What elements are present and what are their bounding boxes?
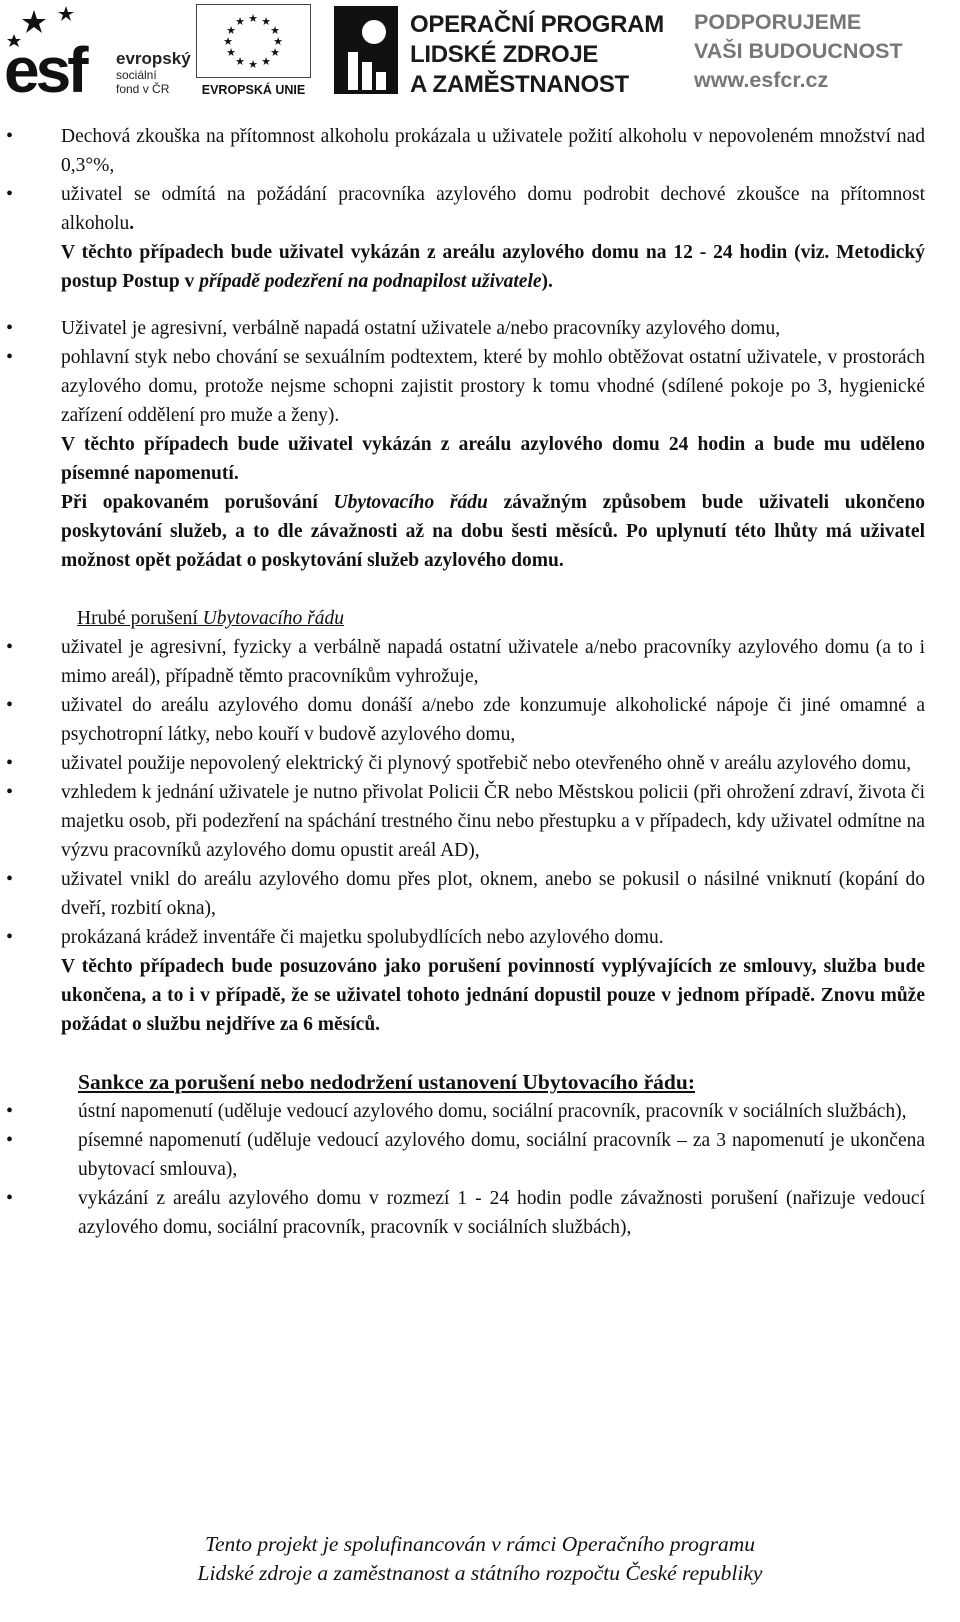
slogan-line2: VAŠI BUDOUCNOST <box>694 39 903 63</box>
sanctions-heading: Sankce za porušení nebo nedodržení ustanovení Ubytovacího řádu: <box>78 1070 696 1094</box>
list-item: • písemné napomenutí (uděluje vedoucí azylového domu, sociální pracovník – za 3 napomenutí je ukončena ubytovací smlouva), <box>0 1126 960 1184</box>
svg-text:★: ★ <box>235 15 245 28</box>
slogan-line1: PODPORUJEME <box>694 10 862 34</box>
section-heading: Hrubé porušení Ubytovacího řádu <box>77 608 344 629</box>
op-emblem-icon <box>334 6 404 96</box>
eu-flag <box>196 4 311 78</box>
svg-text:★: ★ <box>270 24 280 37</box>
list-item: • vykázání z areálu azylového domu v rozmezí 1 - 24 hodin podle závažnosti porušení (nařizuje vedoucí azylového domu, sociální pracovník, pracovník v sociálních službách), <box>0 1184 960 1242</box>
page-header <box>0 0 960 110</box>
op-line2: LIDSKÉ ZDROJE <box>410 41 599 68</box>
slogan-url: www.esfcr.cz <box>694 68 829 92</box>
eu-logo <box>196 4 311 98</box>
svg-text:★: ★ <box>261 55 271 68</box>
footer-line1: Tento projekt je spolufinancován v rámci Operačního programu <box>205 1532 755 1556</box>
list-item: • ústní napomenutí (uděluje vedoucí azylového domu, sociální pracovník, pracovník v sociálních službách), <box>0 1097 960 1126</box>
list-item: • uživatel vnikl do areálu azylového domu přes plot, oknem, anebo se pokusil o násilné vniknutí (kopání do dveří, rozbití okna), <box>0 865 960 923</box>
eu-label: EVROPSKÁ UNIE <box>201 83 306 97</box>
list-item: • vzhledem k jednání uživatele je nutno přivolat Policii ČR nebo Městskou policii (při ohrožení zdraví, života či majetku osob, při podezření na spáchání trestného činu nebo přestupku a v případech, kdy uživatel odmítne na výzvu pracovníků azylového domu opustit areál AD), <box>0 778 960 865</box>
list-item: • pohlavní styk nebo chování se sexuálním podtextem, které by mohlo obtěžovat ostatní uživatele, v prostorách azylového domu, protože nejsme schopni zajistit prostory k tomu vhodné (sdílené pokoje po 3, hygienické zařízení oddělení pro muže a ženy). <box>0 343 960 430</box>
list-item: • uživatel se odmítá na požádání pracovníka azylového domu podrobit dechové zkoušce na přítomnost alkoholu. <box>0 180 960 238</box>
svg-text:★: ★ <box>261 15 271 28</box>
list-item: • uživatel použije nepovolený elektrický či plynový spotřebič nebo otevřeného ohně v areálu azylového domu, <box>0 749 960 778</box>
esf-sub-line3: fond v ČR <box>116 82 170 96</box>
esf-subtitle <box>116 50 191 96</box>
document-body <box>0 122 960 1242</box>
list-item: • uživatel je agresivní, fyzicky a verbálně napadá ostatní uživatele a/nebo pracovníky azylového domu (a to i mimo areál), případně těmto pracovníkům vyhrožuje, <box>0 633 960 691</box>
page-footer <box>0 1530 960 1588</box>
svg-text:★: ★ <box>270 46 280 59</box>
slogan <box>694 8 914 95</box>
consequence-paragraph: V těchto případech bude posuzováno jako porušení povinností vyplývajících ze smlouvy, služba bude ukončena, a to i v případě, že se uživatel tohoto jednání dopustil pouze v jednom případě. Znovu může požádat o službu nejdříve za 6 měsíců. <box>61 956 925 1035</box>
svg-text:★: ★ <box>248 58 258 71</box>
svg-text:★: ★ <box>235 55 245 68</box>
svg-text:★: ★ <box>273 35 283 48</box>
list-item: • Dechová zkouška na přítomnost alkoholu prokázala u uživatele požití alkoholu v nepovoleném množství nad 0,3°%, <box>0 122 960 180</box>
esf-logo <box>4 4 191 98</box>
svg-text:★: ★ <box>248 12 258 25</box>
esf-sub-line2: sociální <box>116 68 157 82</box>
op-line3: A ZAMĚSTNANOST <box>410 71 629 98</box>
svg-text:★: ★ <box>223 35 233 48</box>
svg-text:★: ★ <box>226 46 236 59</box>
op-logo <box>334 4 664 98</box>
list-item: • prokázaná krádež inventáře či majetku spolubydlících nebo azylového domu. <box>0 923 960 952</box>
footer-line2: Lidské zdroje a zaměstnanost a státního rozpočtu České republiky <box>197 1561 763 1585</box>
esf-logo-text: esf <box>4 34 85 98</box>
consequence-paragraph: V těchto případech bude uživatel vykázán z areálu azylového domu 24 hodin a bude mu uděleno písemné napomenutí. <box>61 434 925 484</box>
svg-text:★: ★ <box>226 24 236 37</box>
op-line1: OPERAČNÍ PROGRAM <box>410 11 664 38</box>
list-item: • uživatel do areálu azylového domu donáší a/nebo zde konzumuje alkoholické nápoje či jiné omamné a psychotropní látky, nebo kouří v budově azylového domu, <box>0 691 960 749</box>
eu-stars-icon <box>197 5 310 77</box>
consequence-paragraph: Při opakovaném porušování Ubytovacího řádu závažným způsobem bude uživateli ukončeno poskytování služeb, a to dle závažnosti až na dobu šesti měsíců. Po uplynutí této lhůty má uživatel možnost opět požádat o poskytování služeb azylového domu. <box>61 492 925 571</box>
esf-sub-line1: evropský <box>116 49 191 68</box>
consequence-paragraph: V těchto případech bude uživatel vykázán z areálu azylového domu na 12 - 24 hodin (viz. Metodický postup Postup v případě podezření na podnapilost uživatele). <box>61 242 925 292</box>
op-title <box>410 10 664 100</box>
list-item: • Uživatel je agresivní, verbálně napadá ostatní uživatele a/nebo pracovníky azylového domu, <box>0 314 960 343</box>
